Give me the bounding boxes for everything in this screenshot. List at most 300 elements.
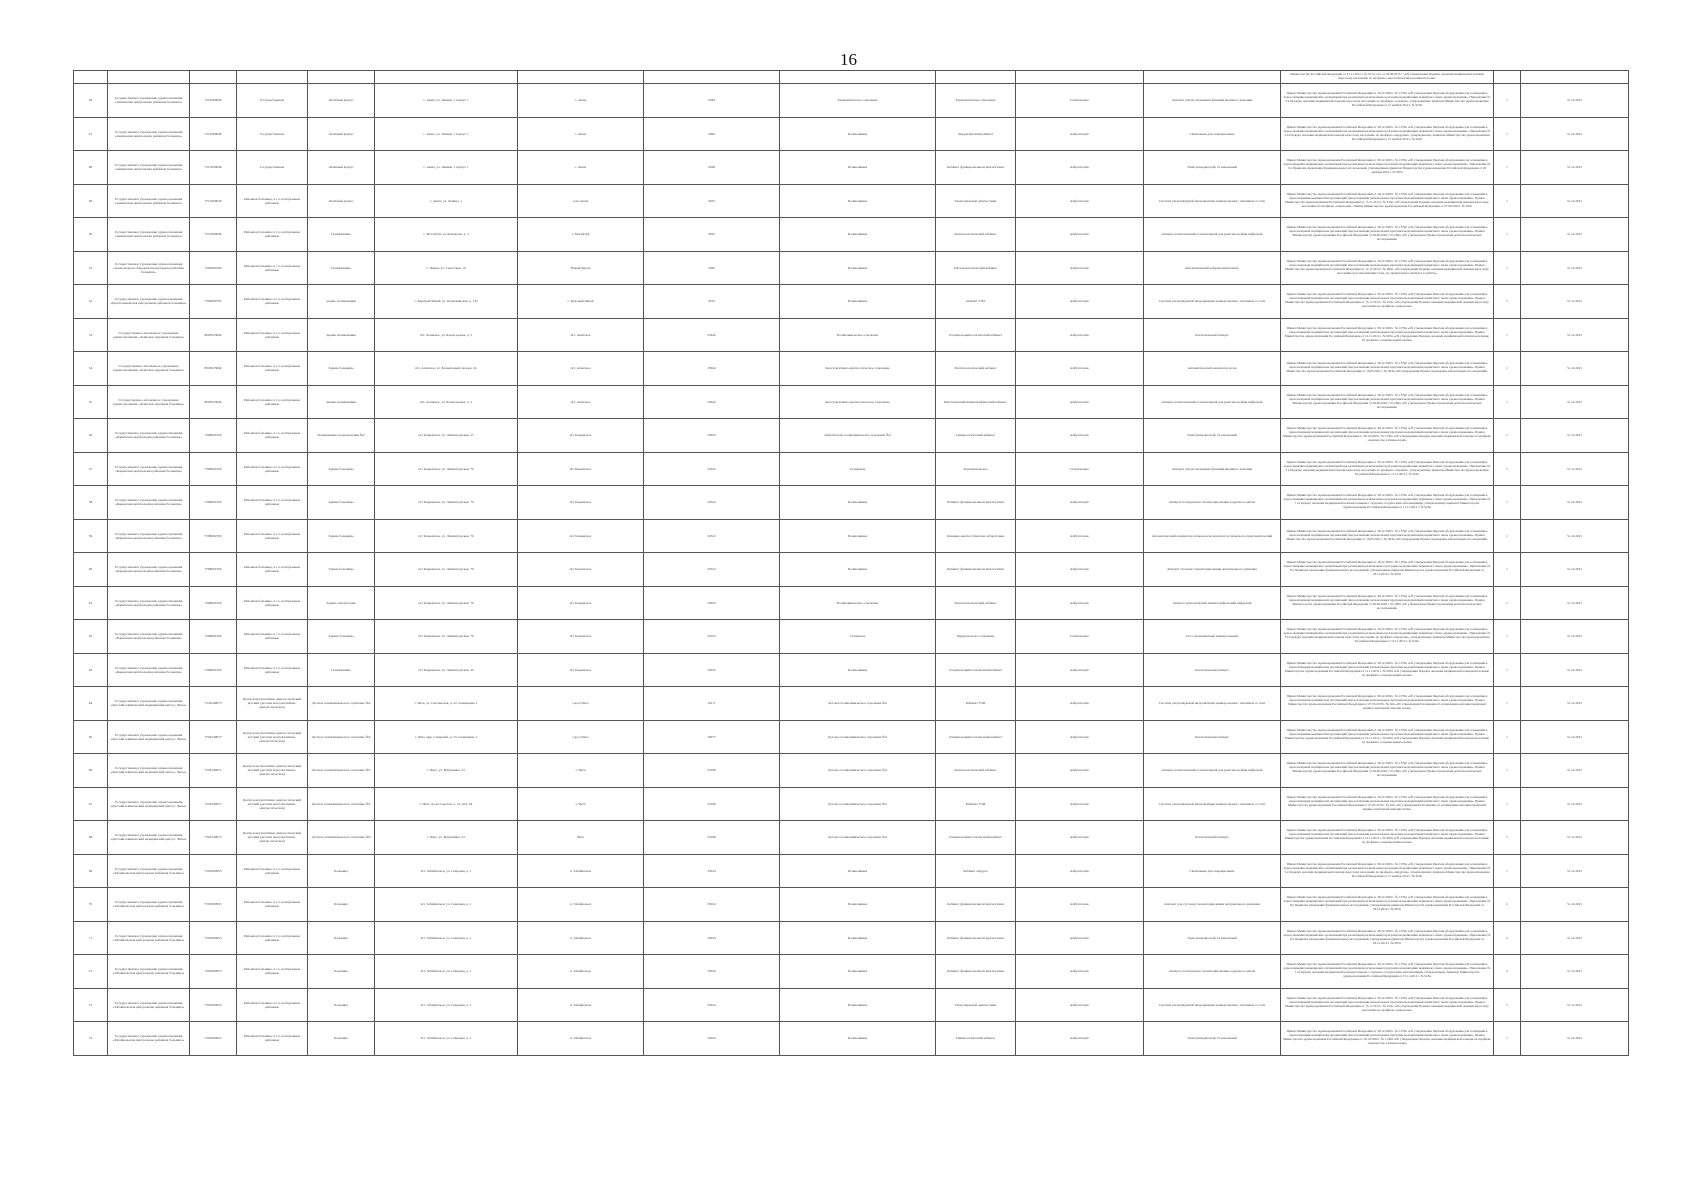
org-type-cell: Районная больница, в т.ч. центральные районные: [237, 586, 308, 620]
quantity-cell: 1: [1494, 385, 1521, 419]
inn-cell: 7505000953: [190, 921, 237, 955]
inn-cell: 7505000953: [190, 988, 237, 1022]
address-cell: пгт. Забайкальск, ул. Северная, д. 1: [375, 955, 518, 989]
building-cell: Лечебный корпус: [308, 117, 375, 151]
code-cell: 32522: [644, 620, 780, 654]
building-cell: Здание больницы: [308, 452, 375, 486]
code-cell: 2025: [644, 184, 780, 218]
building-cell: Здание лаборатории: [308, 586, 375, 620]
department-cell: Детское поликлиническое отделение №2: [780, 687, 936, 721]
building-cell: Больница: [308, 1022, 375, 1056]
department-cell: Поликлиника: [780, 553, 936, 587]
row-number-cell: 74: [74, 1022, 108, 1056]
address-cell: пгт. Агинское, ул. Базарсадаева, д. 5: [375, 385, 518, 419]
date-cell: [1521, 71, 1629, 84]
equipment-table: [73, 70, 1629, 1056]
table-row: [74, 218, 1629, 252]
address-cell: пгт. Агинское, ул. Базарсадаева, д. 5: [375, 318, 518, 352]
unit-cell: Рентгеновский маммографический кабинет: [936, 385, 1016, 419]
table-row: [74, 419, 1629, 453]
care-form-cell: Амбулаторно: [1016, 117, 1144, 151]
address-cell: г. Чита, ул. Бабушкина, 23: [375, 821, 518, 855]
locality-cell: пгт Карымское: [518, 519, 644, 553]
org-type-cell: Районная больница, в т.ч. центральные районные: [237, 352, 308, 386]
address-cell: с. Красный Чикой, ул. Первомайская, д. 132: [375, 285, 518, 319]
legal-basis-cell: Приказ Министерства здравоохранения Российской Федерации от 28.12.2020 г. № 1379н «Об утверждении Перечня оборудования для оснащения и переоснащения медицинских организаций при реализации региональных программ модернизации первичного звена здравоохранения». Приказ Министерства здравоохранения Российской Федерации от 12.11.2012 г. № 905н «Об утверждении Порядка оказания медицинской помощи населению по профилю «оториноларингология»: [1281, 720, 1494, 754]
legal-basis-cell: Приказ Министерства здравоохранения Российской Федерации от 28.12.2020 г. № 1379н «Об утверждении Перечня оборудования для оснащения и переоснащения медицинских организаций при реализации региональных программ модернизации первичного звена здравоохранения». Приложение № 2 к Порядку оказания медицинской помощи взрослому населению по профилю «хирургия», утвержденному приказом Министерства здравоохранения Российской Федерации от 15 ноября 2012 г. № 922н: [1281, 117, 1494, 151]
code-cell: 32522: [644, 452, 780, 486]
date-cell: 31.12.2021: [1521, 285, 1629, 319]
inn-cell: 7508002359: [190, 452, 237, 486]
quantity-cell: 1: [1494, 821, 1521, 855]
department-cell: Поликлиника: [780, 251, 936, 285]
legal-basis-cell: Приказ Министерства здравоохранения Российской Федерации от 28.12.2020 г. № 1379н «Об утверждении Перечня оборудования для оснащения и переоснащения медицинских организаций при реализации региональных программ модернизации первичного звена здравоохранения». Приказ Министерства здравоохранения Российской Федерации от 20.10.2020 г. № 1130н «Об утверждении Порядка оказания медицинской помощи по профилю «акушерство и гинекология»: [1281, 1022, 1494, 1056]
table-row: [74, 586, 1629, 620]
locality-cell: с. Могойтуй: [518, 218, 644, 252]
equipment-cell: Система ультразвуковой визуализации универсальная с питанием от сети: [1144, 988, 1281, 1022]
date-cell: 31.12.2021: [1521, 754, 1629, 788]
inn-cell: 7513000049: [190, 84, 237, 118]
code-cell: 35024: [644, 1022, 780, 1056]
org-type-cell: Районная больница, в т.ч. центральные районные: [237, 452, 308, 486]
equipment-cell: Аппарат рентгеновский маммографический цифровой: [1144, 586, 1281, 620]
care-form-cell: Амбулаторно: [1016, 251, 1144, 285]
inn-cell: 7536149975: [190, 720, 237, 754]
inn-cell: 7508002359: [190, 519, 237, 553]
code-cell: 35024: [644, 888, 780, 922]
care-form-cell: Амбулаторно: [1016, 821, 1144, 855]
building-cell: Здание больницы: [308, 519, 375, 553]
legal-basis-cell: Приказ Министерства здравоохранения Российской Федерации от 28.12.2020 г. № 1379н «Об утверждении Перечня оборудования для оснащения и переоснащения медицинских организаций при реализации региональных программ модернизации первичного звена здравоохранения». Приказ Министерства здравоохранения Российской Федерации от 09.06.2020 г. № 560н «Об утверждении Правил проведения рентгенологических исследований»: [1281, 586, 1494, 620]
building-cell: Детское поликлиническое отделение №2: [308, 754, 375, 788]
date-cell: 31.12.2021: [1521, 117, 1629, 151]
org-type-cell: Центр консультативно-диагностический детский (детская консультативно-диагностическая): [237, 720, 308, 754]
department-cell: Поликлиника: [780, 921, 936, 955]
organization-cell: Государственное автономное учреждение здравоохранения «Агинская окружная больница»: [108, 352, 190, 386]
locality-cell: пгт Карымское: [518, 452, 644, 486]
date-cell: 31.12.2021: [1521, 385, 1629, 419]
organization-cell: Государственное учреждение здравоохранения «Акшинская центральная районная больница»: [108, 151, 190, 185]
address-cell: г. Чита, ул. Бабушкина, 23: [375, 754, 518, 788]
date-cell: 31.12.2021: [1521, 653, 1629, 687]
date-cell: 31.12.2021: [1521, 888, 1629, 922]
department-cell: Поликлиника: [780, 888, 936, 922]
legal-basis-cell: Приказ Министерства здравоохранения Российской Федерации от 28.12.2020 г. № 1379н «Об утверждении Перечня оборудования для оснащения и переоснащения медицинских организаций при реализации региональных программ модернизации первичного звена здравоохранения». Приложение № 7 к Порядку оказания медицинской помощи больным с сердечно-сосудистыми заболеваниями, утвержденному приказом Министерства здравоохранения Российской Федерации от 15.11.2012 г. № 918н: [1281, 486, 1494, 520]
code-cell: 3622: [644, 218, 780, 252]
equipment-cell: Аппарат для исследования функций внешнего дыхания: [1144, 452, 1281, 486]
department-cell: Поликлиническое отделение: [780, 318, 936, 352]
building-cell: [308, 71, 375, 84]
equipment-cell: Аппарат для суточного мониторирования артериального давления: [1144, 888, 1281, 922]
inn-cell: 7513000049: [190, 218, 237, 252]
unit-cell: Оториноларингологический кабинет: [936, 720, 1016, 754]
row-number-cell: 47: [74, 117, 108, 151]
building-cell: Детское поликлиническое отделение №4: [308, 720, 375, 754]
date-cell: 31.12.2021: [1521, 452, 1629, 486]
organization-cell: Государственное учреждение здравоохранения «Карымская центральная районная больница»: [108, 553, 190, 587]
code-cell: 35024: [644, 955, 780, 989]
row-number-cell: 56: [74, 419, 108, 453]
legal-basis-cell: Приказ Министерства здравоохранения Российской Федерации от 28.12.2020 г. № 1379н «Об утверждении Перечня оборудования для оснащения и переоснащения медицинских организаций при реализации региональных программ модернизации первичного звена здравоохранения». Приказ Министерства здравоохранения Российской Федерации от 09.06.2020 г. № 560н «Об утверждении Правил проведения рентгенологических исследований»: [1281, 754, 1494, 788]
locality-cell: город Чита: [518, 687, 644, 721]
care-form-cell: Амбулаторно: [1016, 687, 1144, 721]
inn-cell: 7536149975: [190, 787, 237, 821]
row-number-cell: 72: [74, 955, 108, 989]
table-row: [74, 720, 1629, 754]
organization-cell: Государственное учреждение здравоохранения «Акшинская центральная районная больница»: [108, 184, 190, 218]
inn-cell: 7506000590: [190, 251, 237, 285]
care-form-cell: Амбулаторно: [1016, 988, 1144, 1022]
table-row: [74, 687, 1629, 721]
row-number-cell: 53: [74, 318, 108, 352]
building-cell: Детское поликлиническое отделение №2: [308, 687, 375, 721]
address-cell: пгт Карымское, ул. Ленинградская, 79: [375, 519, 518, 553]
equipment-cell: Электрокардиограф 12-канальный: [1144, 1022, 1281, 1056]
quantity-cell: 2: [1494, 955, 1521, 989]
unit-cell: Терапевтическое: [936, 452, 1016, 486]
row-number-cell: 67: [74, 787, 108, 821]
date-cell: 31.12.2021: [1521, 184, 1629, 218]
care-form-cell: Амбулаторно: [1016, 285, 1144, 319]
locality-cell: пгт Карымское: [518, 486, 644, 520]
address-cell: с. Акша, ул. Ленина, 1 корпус 1: [375, 117, 518, 151]
date-cell: 31.12.2021: [1521, 620, 1629, 654]
org-type-cell: Государственная: [237, 151, 308, 185]
department-cell: Стационар: [780, 620, 936, 654]
quantity-cell: 1: [1494, 285, 1521, 319]
code-cell: 3613: [644, 285, 780, 319]
legal-basis-cell: Приказ Министерства здравоохранения Российской Федерации от 28.12.2020 г. № 1379н «Об утверждении Перечня оборудования для оснащения и переоснащения медицинских организаций при реализации региональных программ модернизации первичного звена здравоохранения». Приложение № 6 к Порядку оказания медицинской помощи взрослому населению по профилю «терапия», утвержденному приказом Министерства здравоохранения Российской Федерации от 15 ноября 2012 г. № 923н: [1281, 84, 1494, 118]
legal-basis-cell: Приказ Министерства здравоохранения Российской Федерации от 28.12.2020 г. № 1379н «Об утверждении Перечня оборудования для оснащения и переоснащения медицинских организаций при реализации региональных программ модернизации первичного звена здравоохранения». Приказ Министерства здравоохранения Российской Федерации от 15.11.2012 г. № 915н «Об утверждении Порядка оказания медицинской помощи взрослому населению по профилю «онкология»: [1281, 988, 1494, 1022]
org-type-cell: Центр консультативно-диагностический детский (детская консультативно-диагностическая): [237, 754, 308, 788]
code-cell: 32025: [644, 586, 780, 620]
department-cell: Поликлиника: [780, 218, 936, 252]
quantity-cell: 1: [1494, 218, 1521, 252]
address-cell: г. Чита, ул. Смоленская, д. 22, помещение 1: [375, 687, 518, 721]
quantity-cell: 2: [1494, 921, 1521, 955]
unit-cell: Кабинет функциональной диагностики: [936, 151, 1016, 185]
locality-cell: п. Забайкальск: [518, 854, 644, 888]
quantity-cell: 1: [1494, 620, 1521, 654]
legal-basis-cell: Приказ Министерства здравоохранения Российской Федерации от 28.12.2020 г. № 1379н «Об утверждении Перечня оборудования для оснащения и переоснащения медицинских организаций при реализации региональных программ модернизации первичного звена здравоохранения». Приложение № 8 к Правилам проведения функциональных исследований, утвержденным приказом Министерства здравоохранения Российской Федерации от 26.12.2016 г. № 997н: [1281, 553, 1494, 587]
date-cell: 31.12.2021: [1521, 687, 1629, 721]
department-cell: Поликлиника: [780, 955, 936, 989]
legal-basis-cell: Приказ Министерства здравоохранения Российской Федерации от 28.12.2020 г. № 1379н «Об утверждении Перечня оборудования для оснащения и переоснащения медицинских организаций при реализации региональных программ модернизации первичного звена здравоохранения». Приказ Министерства здравоохранения Российской Федерации от 12.11.2012 г. № 905н «Об утверждении Порядка оказания медицинской помощи населению по профилю «оториноларингология»: [1281, 318, 1494, 352]
building-cell: Больница: [308, 921, 375, 955]
care-form-cell: Амбулаторно: [1016, 586, 1144, 620]
equipment-cell: Автоматический анализатор мочи: [1144, 352, 1281, 386]
organization-cell: Государственное учреждение здравоохранения «Детский клинический медицинский центр г. Читы»: [108, 687, 190, 721]
row-number-cell: 55: [74, 385, 108, 419]
address-cell: пгт. Забайкальск, ул. Северная, д. 1: [375, 1022, 518, 1056]
address-cell: пгт. Забайкальск, ул. Северная, д. 1: [375, 888, 518, 922]
address-cell: пгт. Забайкальск, ул. Северная, д. 1: [375, 921, 518, 955]
organization-cell: Государственное учреждение здравоохранения «Красночикойская центральная районная больница»: [108, 285, 190, 319]
unit-cell: Рентгенологический кабинет: [936, 754, 1016, 788]
locality-cell: п. Забайкальск: [518, 955, 644, 989]
organization-cell: Государственное учреждение здравоохранения «Забайкальская центральная районная больница»: [108, 955, 190, 989]
table-row-continuation: [74, 71, 1629, 84]
inn-cell: 7508002359: [190, 653, 237, 687]
address-cell: пгт Карымское, ул. Ленинградская, 79: [375, 586, 518, 620]
equipment-cell: Аппарат суточного мониторирования артериального давления: [1144, 553, 1281, 587]
building-cell: Лечебный корпус: [308, 184, 375, 218]
legal-basis-cell: Приказ Министерства здравоохранения Российской Федерации от 28.12.2020 г. № 1379н «Об утверждении Перечня оборудования для оснащения и переоснащения медицинских организаций при реализации региональных программ модернизации первичного звена здравоохранения». Приказ Министерства здравоохранения Российской Федерации от 07.03.2018 г. № 92н «Об утверждении Положения об организации оказания первичной медико-санитарной помощи детям»: [1281, 687, 1494, 721]
row-number-cell: 46: [74, 84, 108, 118]
org-type-cell: Центр консультативно-диагностический детский (детская консультативно-диагностическая): [237, 787, 308, 821]
row-number-cell: 73: [74, 988, 108, 1022]
quantity-cell: 1: [1494, 787, 1521, 821]
legal-basis-cell: Приказ Министерства здравоохранения Российской Федерации от 28.12.2020 г. № 1379н «Об утверждении Перечня оборудования для оснащения и переоснащения медицинских организаций при реализации региональных программ модернизации первичного звена здравоохранения». Приказ Министерства здравоохранения Российской Федерации от 09.06.2020 г. № 560н «Об утверждении Правил проведения рентгенологических исследований»: [1281, 218, 1494, 252]
inn-cell: 7508002359: [190, 586, 237, 620]
locality-cell: пгт. Агинское: [518, 318, 644, 352]
legal-basis-cell: Приказ Министерства здравоохранения Российской Федерации от 28.12.2020 г. № 1379н «Об утверждении Перечня оборудования для оснащения и переоснащения медицинских организаций при реализации региональных программ модернизации первичного звена здравоохранения». Приказ Министерства здравоохранения Российской Федерации от 12.11.2012 г. № 905н «Об утверждении Порядка оказания медицинской помощи населению по профилю «оториноларингология»: [1281, 653, 1494, 687]
equipment-cell: Светильник для операционных: [1144, 117, 1281, 151]
table-row: [74, 251, 1629, 285]
address-cell: [375, 71, 518, 84]
department-cell: Консультативно-диагностическое отделение: [780, 385, 936, 419]
address-cell: пгт. Агинское, ул. Больничный городок, 9а: [375, 352, 518, 386]
building-cell: Здание больницы: [308, 553, 375, 587]
quantity-cell: 1: [1494, 653, 1521, 687]
department-cell: [780, 71, 936, 84]
date-cell: 31.12.2021: [1521, 854, 1629, 888]
org-type-cell: Районная больница, в т.ч. центральные районные: [237, 486, 308, 520]
quantity-cell: 2: [1494, 888, 1521, 922]
organization-cell: Государственное учреждение здравоохранения «Детский клинический медицинский центр г. Читы»: [108, 787, 190, 821]
department-cell: Поликлиника: [780, 1022, 936, 1056]
building-cell: Поликлиника подразделения №2: [308, 419, 375, 453]
org-type-cell: Районная больница, в т.ч. центральные районные: [237, 854, 308, 888]
locality-cell: пгт Карымское: [518, 620, 644, 654]
code-cell: 2048: [644, 151, 780, 185]
quantity-cell: 1: [1494, 352, 1521, 386]
care-form-cell: Амбулаторно: [1016, 754, 1144, 788]
department-cell: Поликлиника: [780, 854, 936, 888]
unit-cell: Ультразвуковой диагностики: [936, 184, 1016, 218]
code-cell: 32025: [644, 419, 780, 453]
org-type-cell: Районная больница, в т.ч. центральные районные: [237, 184, 308, 218]
locality-cell: г. Чита: [518, 754, 644, 788]
care-form-cell: Амбулаторно: [1016, 318, 1144, 352]
table-body: [74, 71, 1629, 1056]
organization-cell: Государственное учреждение здравоохранения «Карымская центральная районная больница»: [108, 486, 190, 520]
quantity-cell: 1: [1494, 251, 1521, 285]
locality-cell: [518, 71, 644, 84]
date-cell: 31.12.2021: [1521, 988, 1629, 1022]
building-cell: Лечебный корпус: [308, 84, 375, 118]
code-cell: 32522: [644, 553, 780, 587]
care-form-cell: Стационарно: [1016, 84, 1144, 118]
unit-cell: Рентгенологический кабинет: [936, 218, 1016, 252]
building-cell: Больница: [308, 888, 375, 922]
row-number-cell: 70: [74, 888, 108, 922]
locality-cell: пгт Карымское: [518, 553, 644, 587]
address-cell: пгт Карымское, ул. Ленинградская, 79: [375, 452, 518, 486]
row-number-cell: 57: [74, 452, 108, 486]
unit-cell: Кабинет УЗИ: [936, 787, 1016, 821]
department-cell: Поликлиника: [780, 285, 936, 319]
care-form-cell: Амбулаторно: [1016, 787, 1144, 821]
legal-basis-cell: Приказ Министерства здравоохранения Российской Федерации от 28.12.2020 г. № 1379н «Об утверждении Перечня оборудования для оснащения и переоснащения медицинских организаций при реализации региональных программ модернизации первичного звена здравоохранения». Приказ Министерства здравоохранения Российской Федерации от 15.11.2012 г. № 915н «Об утверждении Порядка оказания медицинской помощи взрослому населению по профилю «онкология». Приказ Министерства здравоохранения Российской Федерации от 07.09.2020 г. № 947н: [1281, 184, 1494, 218]
row-number-cell: 64: [74, 687, 108, 721]
legal-basis-cell: Приказ Министерства здравоохранения Российской Федерации от 28.12.2020 г. № 1379н «Об утверждении Перечня оборудования для оснащения и переоснащения медицинских организаций при реализации региональных программ модернизации первичного звена здравоохранения». Приказ Министерства здравоохранения Российской Федерации от 07.03.2018 г. № 92н «Об утверждении Положения об организации оказания первичной медико-санитарной помощи детям»: [1281, 787, 1494, 821]
equipment-cell: Рентгеновский аппарат: [1144, 821, 1281, 855]
organization-cell: Государственное учреждение здравоохранения «Забайкальская центральная районная больница»: [108, 921, 190, 955]
row-number-cell: 62: [74, 620, 108, 654]
organization-cell: Государственное учреждение здравоохранения «Карымская центральная районная больница»: [108, 620, 190, 654]
quantity-cell: 1: [1494, 519, 1521, 553]
building-cell: Поликлиника: [308, 251, 375, 285]
equipment-table-container: [73, 70, 1628, 1056]
equipment-cell: Система ультразвуковой визуализации универсальная с питанием от сети: [1144, 285, 1281, 319]
code-cell: 16077: [644, 720, 780, 754]
locality-cell: Новый Чирон: [518, 251, 644, 285]
unit-cell: Кабинет функциональной диагностики: [936, 888, 1016, 922]
locality-cell: п. Забайкальск: [518, 921, 644, 955]
date-cell: 31.12.2021: [1521, 586, 1629, 620]
building-cell: Больница: [308, 955, 375, 989]
code-cell: 32189: [644, 787, 780, 821]
code-cell: 35024: [644, 988, 780, 1022]
legal-basis-cell: Приказ Министерства здравоохранения Российской Федерации от 28.12.2020 г. № 1379н «Об утверждении Перечня оборудования для оснащения и переоснащения медицинских организаций при реализации региональных программ модернизации первичного звена здравоохранения». Приказ Министерства здравоохранения Российской Федерации от 12.11.2012 г. № 902н «Об утверждении Порядка оказания медицинской помощи взрослому населению при заболеваниях глаза, его придаточного аппарата и орбиты»: [1281, 251, 1494, 285]
department-cell: Поликлиническое отделение: [780, 586, 936, 620]
care-form-cell: Амбулаторно: [1016, 519, 1144, 553]
date-cell: 31.12.2021: [1521, 251, 1629, 285]
address-cell: с. Акша, ул. Ленина, 1: [375, 184, 518, 218]
equipment-cell: [1144, 71, 1281, 84]
locality-cell: с. Акша: [518, 84, 644, 118]
table-row: [74, 452, 1629, 486]
equipment-cell: Аппарат рентгеновский стационарный для рентгенографии цифровой: [1144, 385, 1281, 419]
building-cell: Здание больницы: [308, 352, 375, 386]
legal-basis-cell: Приказ Министерства здравоохранения Российской Федерации от 28.12.2020 г. № 1379н «Об утверждении Перечня оборудования для оснащения и переоснащения медицинских организаций при реализации региональных программ модернизации первичного звена здравоохранения». Приказ Министерства здравоохранения Российской Федерации от 15.11.2012 г. № 915н «Об утверждении Порядка оказания медицинской помощи взрослому населению по профилю «онкология»: [1281, 285, 1494, 319]
code-cell: 25942: [644, 352, 780, 386]
row-number-cell: 51: [74, 251, 108, 285]
inn-cell: 7505000953: [190, 888, 237, 922]
table-row: [74, 854, 1629, 888]
date-cell: 31.12.2021: [1521, 151, 1629, 185]
legal-basis-cell: Приказ Министерства здравоохранения Российской Федерации от 28.12.2020 г. № 1379н «Об утверждении Перечня оборудования для оснащения и переоснащения медицинских организаций при реализации региональных программ модернизации первичного звена здравоохранения». Приказ Министерства здравоохранения Российской Федерации от 12.11.2012 г. № 905н «Об утверждении Порядка оказания медицинской помощи населению по профилю «оториноларингология»: [1281, 821, 1494, 855]
address-cell: г. Чита, пр-кт Советов, д. 13, пом. 64: [375, 787, 518, 821]
legal-basis-cell: Приказ Министерства здравоохранения Российской Федерации от 28.12.2020 г. № 1379н «Об утверждении Перечня оборудования для оснащения и переоснащения медицинских организаций при реализации региональных программ модернизации первичного звена здравоохранения». Приложение № 9 к Правилам проведения функциональных исследований, утвержденным приказом Министерства здравоохранения Российской Федерации от 26.12.2016 г. № 997н: [1281, 921, 1494, 955]
organization-cell: Государственное учреждение здравоохранения «Детский клинический медицинский центр г. Читы»: [108, 754, 190, 788]
code-cell: 25942: [644, 318, 780, 352]
unit-cell: Кабинет функциональной диагностики: [936, 486, 1016, 520]
org-type-cell: Районная больница, в т.ч. центральные районные: [237, 218, 308, 252]
address-cell: пгт. Забайкальск, ул. Северная, д. 1: [375, 854, 518, 888]
date-cell: 31.12.2021: [1521, 218, 1629, 252]
unit-cell: Рентгенологический кабинет: [936, 352, 1016, 386]
legal-basis-cell: Приказ Министерства здравоохранения Российской Федерации от 28.12.2020 г. № 1379н «Об утверждении Перечня оборудования для оснащения и переоснащения медицинских организаций при реализации региональных программ модернизации первичного звена здравоохранения». Приказ Министерства здравоохранения Российской Федерации от 20.10.2020 г. № 1130н «Об утверждении Порядка оказания медицинской помощи по профилю «акушерство и гинекология»: [1281, 419, 1494, 453]
care-form-cell: Амбулаторно: [1016, 653, 1144, 687]
equipment-cell: Электрокардиограф 12-канальный: [1144, 419, 1281, 453]
care-form-cell: Амбулаторно: [1016, 553, 1144, 587]
care-form-cell: [1016, 71, 1144, 84]
table-row: [74, 184, 1629, 218]
row-number-cell: 69: [74, 854, 108, 888]
row-number-cell: 58: [74, 486, 108, 520]
equipment-cell: Стол операционный универсальный: [1144, 620, 1281, 654]
unit-cell: Оториноларингологический кабинет: [936, 653, 1016, 687]
organization-cell: Государственное учреждение здравоохранения «Карымская центральная районная больница»: [108, 419, 190, 453]
equipment-cell: Рентгеновский аппарат: [1144, 720, 1281, 754]
quantity-cell: 1: [1494, 687, 1521, 721]
org-type-cell: Районная больница, в т.ч. центральные районные: [237, 419, 308, 453]
inn-cell: 7509000793: [190, 285, 237, 319]
row-number-cell: 48: [74, 151, 108, 185]
org-type-cell: Районная больница, в т.ч. центральные районные: [237, 519, 308, 553]
equipment-cell: Электрокардиограф 12-канальный: [1144, 151, 1281, 185]
date-cell: 31.12.2021: [1521, 84, 1629, 118]
org-type-cell: Районная больница, в т.ч. центральные районные: [237, 888, 308, 922]
inn-cell: 7505000953: [190, 854, 237, 888]
building-cell: Больница: [308, 854, 375, 888]
code-cell: 25942: [644, 385, 780, 419]
address-cell: пгт Карымское, ул. Ленинградская, 44: [375, 653, 518, 687]
table-row: [74, 285, 1629, 319]
department-cell: Стационар: [780, 452, 936, 486]
inn-cell: 7505000953: [190, 1022, 237, 1056]
department-cell: Поликлиника: [780, 486, 936, 520]
org-type-cell: Государственная: [237, 84, 308, 118]
equipment-cell: Рентгеновский аппарат: [1144, 318, 1281, 352]
code-cell: 32189: [644, 821, 780, 855]
unit-cell: Офтальмологический кабинет: [936, 251, 1016, 285]
unit-cell: Кабинет УЗИ: [936, 687, 1016, 721]
equipment-cell: Аппарат рентгеновский стационарный для рентгенографии цифровой: [1144, 754, 1281, 788]
quantity-cell: [1494, 71, 1521, 84]
unit-cell: Кабинет хирурга: [936, 854, 1016, 888]
org-type-cell: Государственная: [237, 117, 308, 151]
row-number-cell: 65: [74, 720, 108, 754]
department-cell: Поликлиника: [780, 988, 936, 1022]
address-cell: пгт Карымское, ул. Ленинградская, 79: [375, 620, 518, 654]
address-cell: с. Акша, ул. Ленина, 1 корпус 1: [375, 151, 518, 185]
legal-basis-cell: Министерства Российской Федерации от 15.11.2012 г. № 917н, утв. от 26.09.2013 г. «Об утверждении Порядка оказания медицинской помощи взрослому населению по профилю «анестезиология и реаниматология»: [1281, 71, 1494, 84]
care-form-cell: Амбулаторно: [1016, 184, 1144, 218]
date-cell: 31.12.2021: [1521, 553, 1629, 587]
code-cell: 32189: [644, 754, 780, 788]
locality-cell: с. Красный Чикой: [518, 285, 644, 319]
locality-cell: село Акша: [518, 184, 644, 218]
quantity-cell: 1: [1494, 586, 1521, 620]
table-row: [74, 117, 1629, 151]
org-type-cell: Районная больница, в т.ч. центральные районные: [237, 955, 308, 989]
table-row: [74, 318, 1629, 352]
building-cell: Поликлиника: [308, 218, 375, 252]
building-cell: Детское поликлиническое отделение №2: [308, 787, 375, 821]
inn-cell: [190, 71, 237, 84]
department-cell: Поликлиника: [780, 184, 936, 218]
inn-cell: 7513000049: [190, 151, 237, 185]
unit-cell: Клинико-диагностическая лаборатория: [936, 519, 1016, 553]
code-cell: 32522: [644, 486, 780, 520]
code-cell: 35024: [644, 921, 780, 955]
locality-cell: пгт Карымское: [518, 586, 644, 620]
department-cell: Поликлиника: [780, 653, 936, 687]
table-row: [74, 151, 1629, 185]
locality-cell: г. Чита: [518, 787, 644, 821]
code-cell: 32522: [644, 519, 780, 553]
org-type-cell: [237, 71, 308, 84]
inn-cell: 7508002359: [190, 486, 237, 520]
care-form-cell: Амбулаторно: [1016, 486, 1144, 520]
organization-cell: Государственное учреждение здравоохранения «Забайкальская центральная районная больница»: [108, 1022, 190, 1056]
row-number-cell: 66: [74, 754, 108, 788]
building-cell: Здание больницы: [308, 620, 375, 654]
department-cell: Детское поликлиническое отделение №4: [780, 821, 936, 855]
